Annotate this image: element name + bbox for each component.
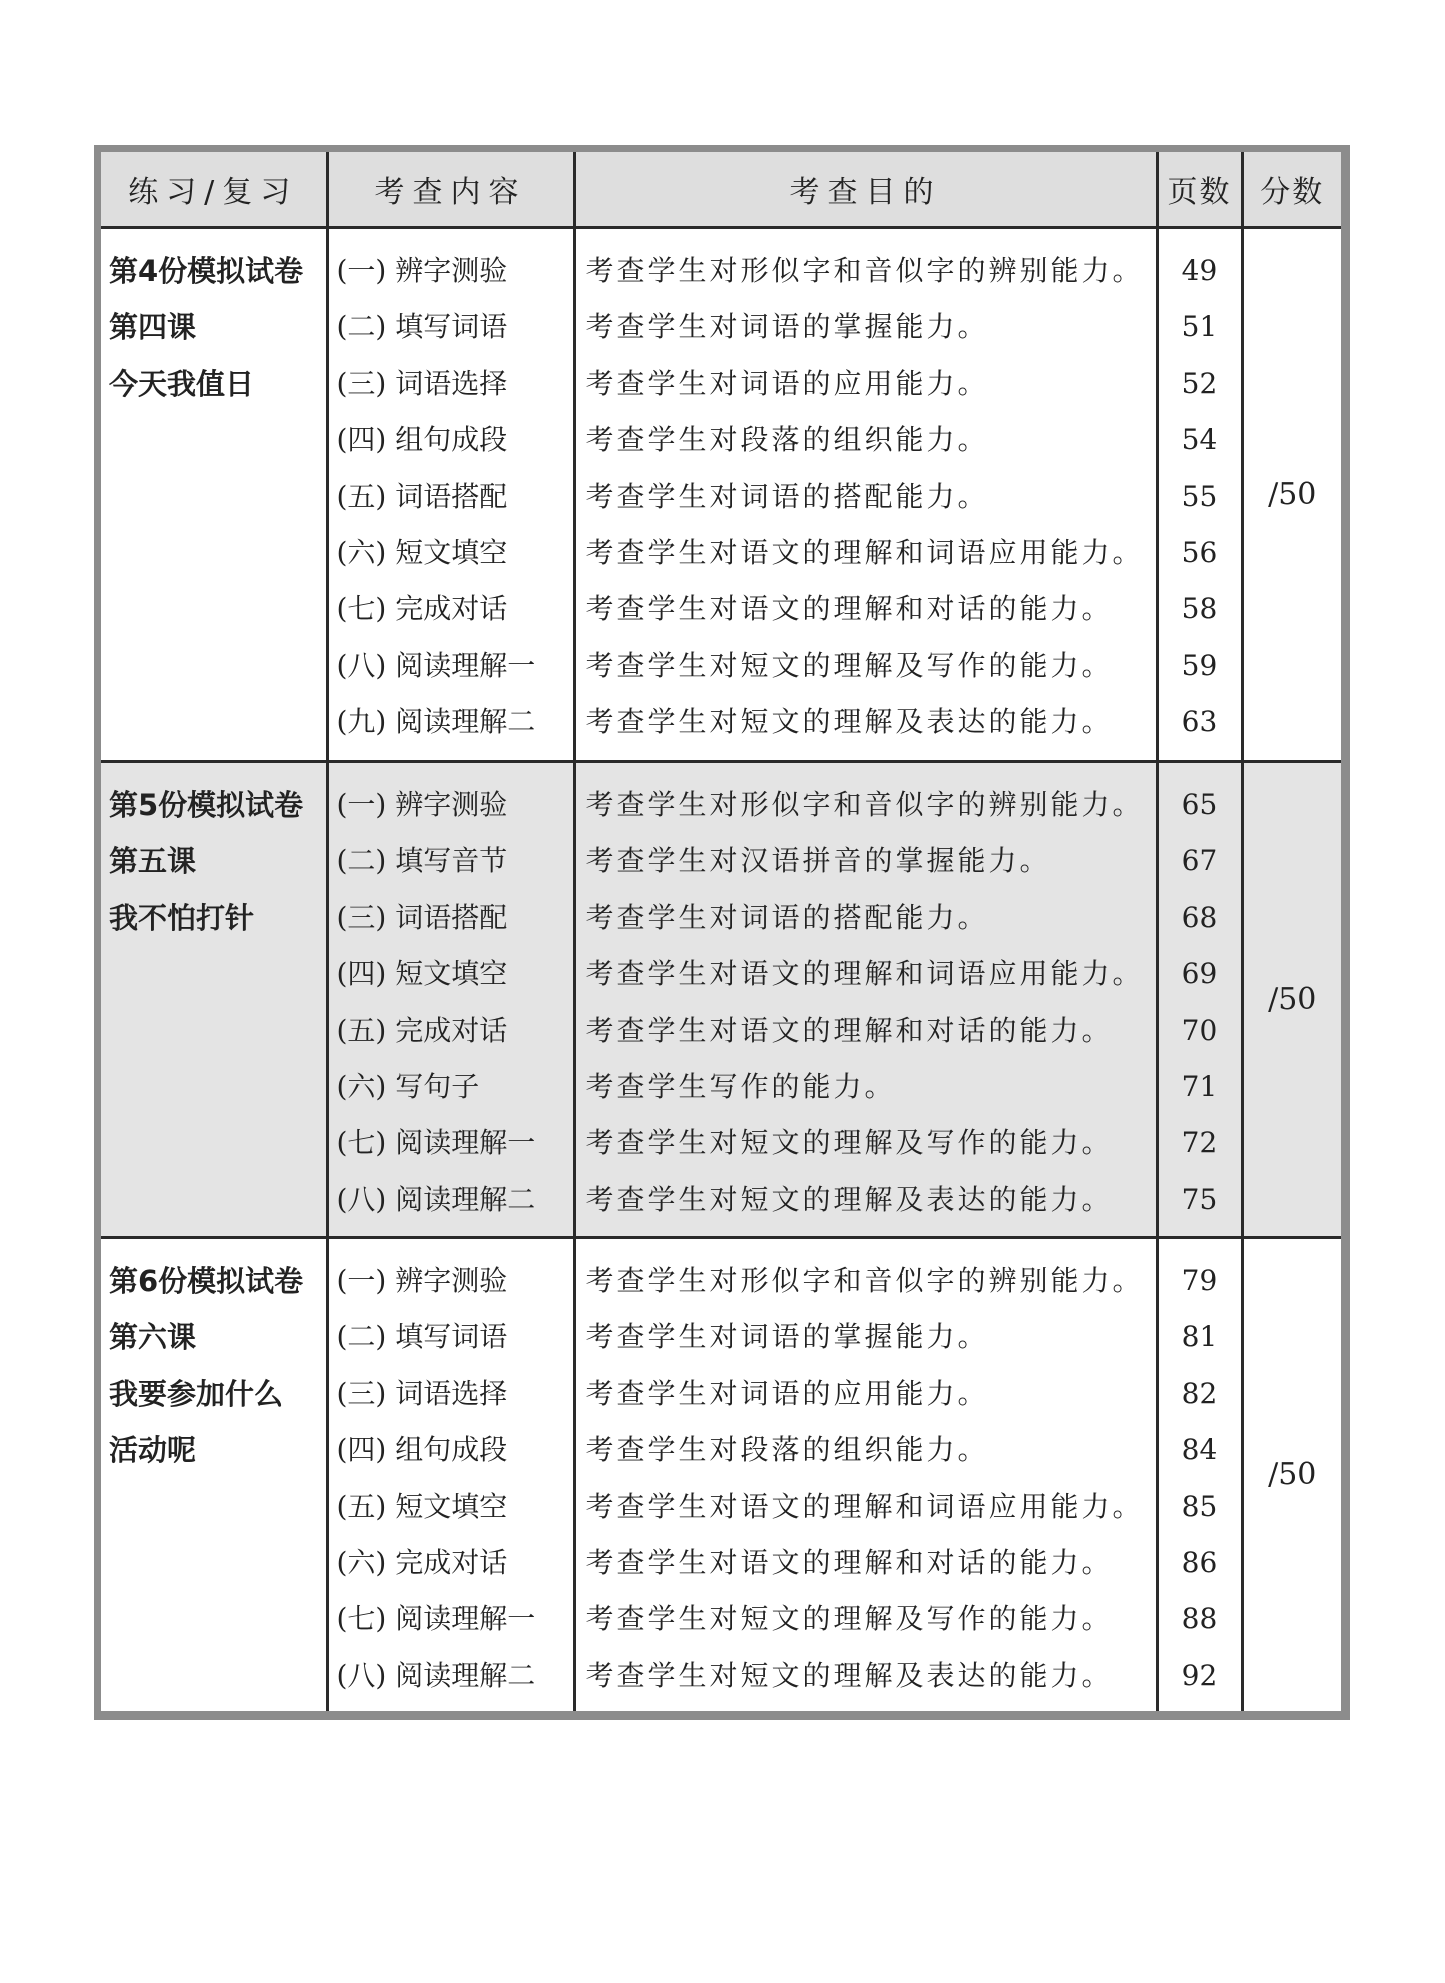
page-number: 58 [1181,592,1218,626]
content-item: (二) 填写词语 [336,310,508,344]
content-item: (五) 词语搭配 [336,479,508,513]
content-item: (一) 辨字测验 [336,788,508,821]
page-number: 69 [1181,957,1218,991]
section-3 [101,1238,1341,1711]
content-item: (四) 组句成段 [336,423,508,457]
page-number: 52 [1181,366,1218,400]
page-number: 84 [1181,1433,1218,1467]
page-number: 55 [1181,479,1218,513]
score-cell: /50 [1242,762,1341,1238]
content-cell [327,1238,574,1711]
purpose-item: 考查学生对语文的理解和词语应用能力。 [585,535,1144,569]
purpose-item: 考查学生对词语的应用能力。 [585,366,989,400]
page-cell [1157,1238,1242,1711]
content-item: (六) 完成对话 [336,1545,508,1579]
unit-title-line: 第6份模拟试卷 [109,1264,304,1298]
purpose-item: 考查学生对语文的理解和对话的能力。 [585,1545,1113,1579]
page-number: 59 [1181,648,1218,682]
content-item: (四) 短文填空 [336,957,508,991]
header-content: 考查内容 [327,152,574,228]
section-2 [101,762,1341,1238]
page-number: 49 [1181,254,1218,287]
unit-cell [101,228,327,762]
unit-title-line: 第4份模拟试卷 [109,254,304,288]
content-cell [327,762,574,1238]
purpose-item: 考查学生对汉语拼音的掌握能力。 [585,844,1051,878]
section-1 [101,228,1341,762]
content-item: (六) 写句子 [336,1069,480,1103]
content-item: (九) 阅读理解二 [336,705,536,739]
purpose-item: 考查学生对短文的理解及写作的能力。 [585,1126,1113,1160]
exam-overview-table [101,152,1341,1711]
purpose-item: 考查学生对短文的理解及表达的能力。 [585,1182,1113,1216]
purpose-cell [574,1238,1157,1711]
page-cell [1157,228,1242,762]
content-item: (二) 填写音节 [336,844,508,878]
content-item: (五) 短文填空 [336,1489,508,1523]
content-item: (三) 词语选择 [336,366,508,400]
content-item: (二) 填写词语 [336,1320,508,1354]
purpose-item: 考查学生对短文的理解及写作的能力。 [585,1602,1113,1636]
purpose-item: 考查学生对形似字和音似字的辨别能力。 [585,1264,1144,1297]
page-number: 67 [1181,844,1218,878]
page-number: 79 [1181,1264,1218,1297]
purpose-item: 考查学生对短文的理解及表达的能力。 [585,705,1113,739]
page-number: 56 [1181,535,1218,569]
page-number: 71 [1181,1069,1218,1103]
page-number: 81 [1181,1320,1218,1354]
purpose-item: 考查学生对语文的理解和对话的能力。 [585,1013,1113,1047]
page-number: 63 [1181,705,1218,739]
content-item: (一) 辨字测验 [336,1264,508,1297]
purpose-item: 考查学生对词语的应用能力。 [585,1376,989,1410]
purpose-item: 考查学生对段落的组织能力。 [585,423,989,457]
unit-title-line: 我要参加什么 [109,1376,284,1411]
header-unit: 练习/复习 [101,152,327,228]
purpose-item: 考查学生写作的能力。 [585,1069,896,1103]
purpose-item: 考查学生对段落的组织能力。 [585,1433,989,1467]
page-number: 86 [1181,1545,1218,1579]
page-number: 68 [1181,900,1218,934]
content-item: (八) 阅读理解二 [336,1182,536,1216]
content-item: (一) 辨字测验 [336,254,508,287]
unit-cell [101,1238,327,1711]
purpose-item: 考查学生对词语的掌握能力。 [585,1320,989,1354]
header-row [101,152,1341,228]
purpose-item: 考查学生对语文的理解和对话的能力。 [585,592,1113,626]
content-item: (八) 阅读理解二 [336,1658,536,1692]
header-score: 分数 [1242,152,1341,228]
purpose-item: 考查学生对形似字和音似字的辨别能力。 [585,254,1144,287]
header-purpose: 考查目的 [574,152,1157,228]
unit-title-line: 第5份模拟试卷 [109,788,304,822]
page-number: 72 [1181,1126,1218,1160]
content-item: (三) 词语搭配 [336,900,508,934]
content-item: (七) 阅读理解一 [336,1126,536,1160]
page-number: 51 [1181,310,1218,344]
content-cell [327,228,574,762]
content-item: (四) 组句成段 [336,1433,508,1467]
purpose-cell [574,228,1157,762]
purpose-item: 考查学生对语文的理解和词语应用能力。 [585,1489,1144,1523]
page-number: 82 [1181,1376,1218,1410]
content-item: (六) 短文填空 [336,535,508,569]
unit-title-line: 第六课 [109,1320,197,1355]
unit-title-line: 活动呢 [109,1433,197,1468]
content-item: (八) 阅读理解一 [336,648,536,682]
page-number: 75 [1181,1182,1218,1216]
content-item: (三) 词语选择 [336,1376,508,1410]
page-number: 70 [1181,1013,1218,1047]
purpose-item: 考查学生对词语的搭配能力。 [585,479,989,513]
page-number: 88 [1181,1602,1218,1636]
unit-title-line: 我不怕打针 [109,900,255,935]
unit-title-line: 今天我值日 [109,366,255,401]
score-cell: /50 [1242,1238,1341,1711]
page-number: 85 [1181,1489,1218,1523]
purpose-item: 考查学生对词语的掌握能力。 [585,310,989,344]
purpose-item: 考查学生对短文的理解及写作的能力。 [585,648,1113,682]
score-cell: /50 [1242,228,1341,762]
page-number: 92 [1181,1658,1218,1692]
header-pages: 页数 [1157,152,1242,228]
purpose-item: 考查学生对语文的理解和词语应用能力。 [585,957,1144,991]
purpose-item: 考查学生对形似字和音似字的辨别能力。 [585,788,1144,821]
content-item: (七) 完成对话 [336,592,508,626]
unit-cell [101,762,327,1238]
content-item: (七) 阅读理解一 [336,1602,536,1636]
purpose-cell [574,762,1157,1238]
unit-title-line: 第五课 [109,844,197,879]
page-cell [1157,762,1242,1238]
purpose-item: 考查学生对词语的搭配能力。 [585,900,989,934]
purpose-item: 考查学生对短文的理解及表达的能力。 [585,1658,1113,1692]
content-item: (五) 完成对话 [336,1013,508,1047]
page-number: 54 [1181,423,1218,457]
page-number: 65 [1181,788,1218,821]
unit-title-line: 第四课 [109,310,197,345]
